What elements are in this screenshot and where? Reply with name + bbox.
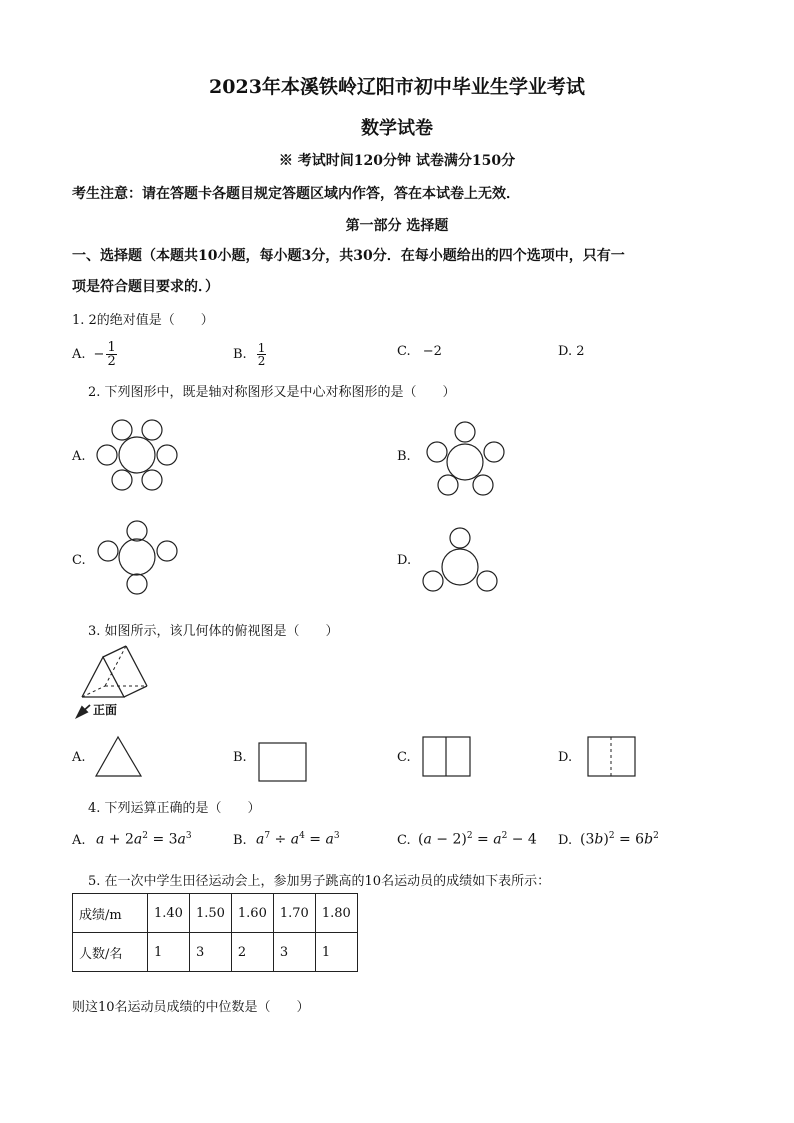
- table-cell: 2: [231, 933, 273, 972]
- q4-option-d-expr: $(3b)^2 = 6b^2$: [580, 831, 659, 848]
- table-cell: 1: [315, 933, 357, 972]
- section-instruction-line1: 一、选择题（本题共10小题，每小题3分，共30分．在每小题给出的四个选项中，只有一: [72, 248, 625, 264]
- question-4-stem: 4. 下列运算正确的是（ ）: [88, 801, 261, 816]
- q2-label-b: B.: [397, 449, 411, 464]
- question-5-stem: 5. 在一次中学生田径运动会上，参加男子跳高的10名运动员的成绩如下表所示：: [88, 874, 551, 889]
- section-instruction-line2: 项是符合题目要求的．）: [72, 279, 219, 295]
- exam-info: ※ 考试时间120分钟 试卷满分150分: [278, 153, 516, 169]
- question-1-stem: 1. 2的绝对值是（ ）: [72, 313, 214, 328]
- minus-sign: −: [93, 346, 105, 362]
- table-cell: 3: [273, 933, 315, 972]
- table-row: [73, 894, 358, 933]
- denominator: 2: [257, 353, 266, 368]
- q2-label-d: D.: [397, 553, 412, 568]
- q2-label-a: A.: [72, 449, 86, 464]
- q4-option-b-expr: $a^7 \div a^4 = a^3$: [256, 831, 340, 848]
- table-cell: 1.70: [273, 894, 315, 933]
- q2-label-c: C.: [72, 553, 86, 568]
- denominator: 2: [107, 353, 116, 369]
- q3-label-b: B.: [233, 750, 247, 765]
- table-cell: 1.40: [148, 894, 190, 933]
- q4-label-b: B.: [233, 833, 247, 848]
- subject-title: 数学试卷: [361, 118, 433, 139]
- exam-notice: 考生注意：请在答题卡各题目规定答题区域内作答，答在本试卷上无效．: [72, 186, 520, 202]
- q4-label-c: C.: [397, 833, 411, 848]
- option-label: C.: [397, 344, 411, 359]
- question-2-stem: 2. 下列图形中，既是轴对称图形又是中心对称图形的是（ ）: [88, 385, 456, 400]
- q1-option-d: D. 2: [558, 344, 585, 359]
- q4-option-c-expr: $(a - 2)^2 = a^2 - 4$: [418, 831, 537, 848]
- table-cell: 人数/名: [73, 933, 148, 972]
- q3-label-c: C.: [397, 750, 411, 765]
- q3-label-d: D.: [558, 750, 573, 765]
- option-value: −2: [422, 344, 442, 359]
- table-cell: 1.80: [315, 894, 357, 933]
- q4-label-d: D.: [558, 833, 573, 848]
- q4-label-a: A.: [72, 833, 86, 848]
- question-3-stem: 3. 如图所示，该几何体的俯视图是（ ）: [88, 624, 339, 639]
- score-table: [72, 893, 358, 972]
- table-cell: 3: [189, 933, 231, 972]
- option-label: B.: [233, 346, 247, 362]
- option-label: A.: [72, 346, 86, 362]
- table-cell: 1.60: [231, 894, 273, 933]
- numerator: 1: [107, 339, 116, 355]
- exam-title: 2023年本溪铁岭辽阳市初中毕业生学业考试: [209, 76, 585, 98]
- q4-option-a-expr: $a + 2a^2 = 3a^3$: [96, 831, 192, 848]
- part-heading: 第一部分 选择题: [345, 218, 449, 234]
- q3-label-a: A.: [72, 750, 86, 765]
- table-cell: 1.50: [189, 894, 231, 933]
- table-row: [73, 933, 358, 972]
- question-5-followup: 则这10名运动员成绩的中位数是（ ）: [72, 1000, 310, 1015]
- numerator: 1: [257, 340, 266, 355]
- table-cell: 成绩/m: [73, 894, 148, 933]
- front-view-label: 正面: [93, 703, 118, 717]
- table-cell: 1: [148, 933, 190, 972]
